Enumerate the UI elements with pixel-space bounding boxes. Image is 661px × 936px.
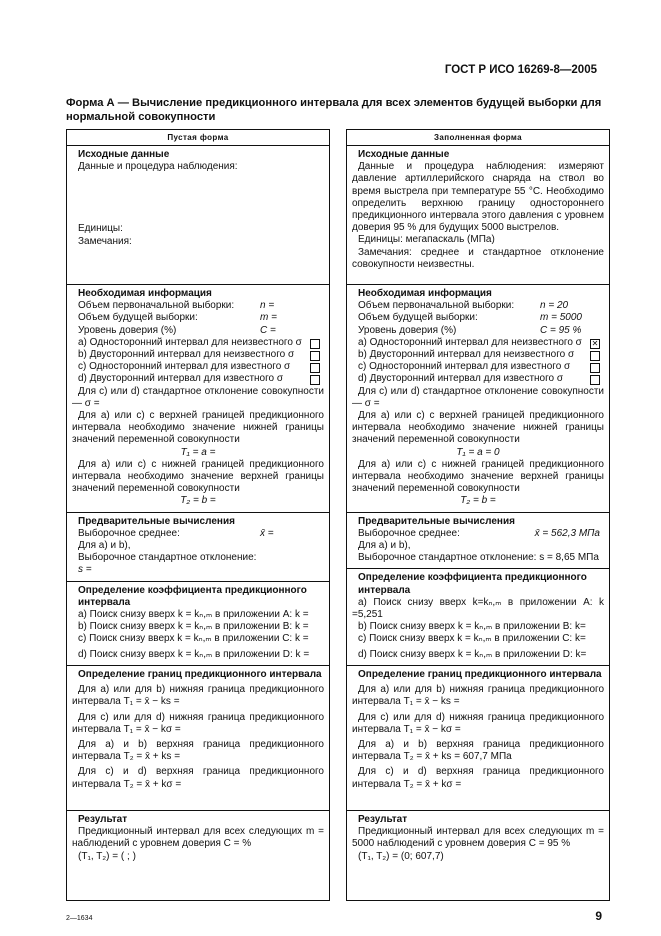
formula-line: T₂ = b =	[180, 495, 216, 507]
field-row	[72, 312, 324, 324]
field-label: Объем первоначальной выборки:	[78, 300, 235, 312]
text-line: Предикционный интервал для всех следующих m = 5000 наблюдений с уровнем доверия C = 95 %	[352, 826, 604, 850]
text-line: c) Поиск снизу вверх k = kₙ,ₘ в приложении C: k =	[78, 633, 309, 645]
section-title: Определение границ предикционного интервала	[78, 668, 322, 680]
option-label: a) Односторонний интервал для неизвестного σ	[78, 336, 302, 348]
text-line: Для a) и b) верхняя граница предикционного интервала T₂ = x̄ + ks = 607,7 МПа	[352, 738, 604, 763]
text-line: Замечания: среднее и стандартное отклонение совокупности неизвестны.	[352, 246, 604, 270]
option-row	[72, 373, 324, 385]
form-section	[67, 146, 329, 285]
option-label: b) Двусторонний интервал для неизвестного σ	[358, 349, 575, 361]
text-line: Единицы:	[78, 223, 123, 235]
page-number: 9	[595, 908, 602, 923]
formula-line: T₁ = a = 0	[456, 446, 500, 458]
text-line: Для c) и d) верхняя граница предикционного интервала T₂ = x̄ + kσ =	[352, 766, 604, 790]
form-section	[347, 285, 609, 513]
option-row	[72, 361, 324, 373]
field-value: m =	[260, 312, 277, 324]
text-line: a) Поиск снизу вверх k=kₙ,ₘ в приложении A: k =5,251	[352, 596, 604, 621]
section-title: Результат	[358, 813, 408, 825]
field-row	[72, 528, 324, 540]
checkbox[interactable]	[310, 363, 320, 373]
section-title: Предварительные вычисления	[358, 515, 515, 527]
form-section	[347, 811, 609, 900]
field-value: x̄ = 562,3 МПа	[534, 527, 600, 539]
option-label: a) Односторонний интервал для неизвестного σ	[358, 336, 582, 348]
field-label: Выборочное среднее:	[78, 527, 180, 539]
text-line: b) Поиск снизу вверх k = kₙ,ₘ в приложении B: k =	[78, 621, 309, 633]
print-code: 2—1634	[66, 914, 93, 922]
text-line: Для a) или c) с верхней границей предикционного интервала необходимо значение нижней границы значений переменной совокупности	[352, 410, 604, 446]
field-label: Объем будущей выборки:	[358, 312, 478, 324]
form-section	[67, 513, 329, 582]
section-title: Определение коэффициента предикционного интервала	[358, 572, 587, 596]
form-section	[67, 285, 329, 513]
text-line: Для c) или d) стандартное отклонение совокупности — σ =	[352, 385, 604, 409]
blank-space	[72, 173, 324, 223]
section-title: Исходные данные	[78, 149, 170, 160]
form-section	[347, 569, 609, 665]
text-line: Данные и процедура наблюдения: измеряют давление артиллерийского снаряда на ствол во время выстрела при температуре 55 °C. Необходимо определить верхнюю границу одностороннего предикционного интервала этого давления с уровнем доверия 95 % для будущих 5000 выстрелов.	[352, 161, 604, 234]
field-label: Объем будущей выборки:	[78, 312, 198, 324]
field-value: s =	[78, 564, 92, 576]
field-row	[72, 325, 324, 337]
page-footer	[66, 909, 610, 923]
text-line: Для a) или c) с нижней границей предикционного интервала необходимо значение верхней границы значений переменной совокупности	[72, 458, 324, 495]
option-label: c) Односторонний интервал для известного σ	[78, 361, 291, 373]
text-line: Единицы: мегапаскаль (МПа)	[358, 234, 495, 246]
text-line: Выборочное стандартное отклонение: s = 8,65 МПа	[358, 552, 599, 564]
text-line: Для a) или для b) нижняя граница предикционного интервала T₁ = x̄ − ks =	[352, 684, 604, 708]
text-line: d) Поиск снизу вверх k = kₙ,ₘ в приложении D: k =	[78, 648, 310, 660]
form-section	[67, 811, 329, 900]
option-row	[72, 337, 324, 349]
field-value: m = 5000	[540, 312, 582, 324]
section-title: Предварительные вычисления	[78, 515, 235, 527]
checkbox[interactable]	[310, 339, 320, 349]
text-line: (T₁, T₂) = ( ; )	[78, 850, 136, 862]
text-line: Для c) или для d) нижняя граница предикционного интервала T₁ = x̄ − kσ =	[72, 711, 324, 735]
text-line: Для a) или c) с нижней границей предикционного интервала необходимо значение верхней границы значений переменной совокупности	[352, 458, 604, 495]
form-section	[347, 513, 609, 570]
checkbox[interactable]	[590, 363, 600, 373]
checkbox[interactable]	[590, 375, 600, 385]
option-label: d) Двусторонний интервал для известного σ	[78, 373, 284, 385]
text-line: Замечания:	[78, 235, 132, 247]
text-line: a) Поиск снизу вверх k = kₙ,ₘ в приложении A: k =	[78, 609, 309, 621]
section-title: Определение границ предикционного интервала	[358, 668, 602, 680]
checkbox[interactable]	[310, 351, 320, 361]
section-title: Определение коэффициента предикционного интервала	[78, 584, 307, 608]
option-row	[352, 337, 604, 349]
field-value: C =	[260, 324, 276, 336]
option-row	[352, 361, 604, 373]
section-title: Необходимая информация	[358, 288, 492, 299]
text-line: Для c) или d) стандартное отклонение совокупности — σ =	[72, 385, 324, 409]
text-line: d) Поиск снизу вверх k = kₙ,ₘ в приложении D: k=	[358, 648, 587, 660]
text-line: Для a) и b) верхняя граница предикционного интервала T₂ = x̄ + ks =	[72, 738, 324, 763]
field-label: Выборочное среднее:	[358, 527, 460, 539]
formula-line: T₁ = a =	[180, 446, 216, 458]
text-line: (T₁, T₂) = (0; 607,7)	[358, 850, 444, 862]
field-label: Уровень доверия (%)	[358, 324, 457, 336]
text-line: b) Поиск снизу вверх k = kₙ,ₘ в приложении B: k=	[358, 621, 586, 633]
field-row	[352, 312, 604, 324]
checkbox[interactable]: ✕	[591, 338, 599, 348]
field-value: n = 20	[540, 300, 569, 312]
filled-form-column	[346, 129, 610, 901]
form-section	[347, 146, 609, 285]
option-label: d) Двусторонний интервал для известного σ	[358, 373, 564, 385]
field-row	[72, 300, 324, 312]
checkbox[interactable]	[310, 375, 320, 385]
field-label: Объем первоначальной выборки:	[358, 300, 515, 312]
column-heading: Пустая форма	[67, 130, 329, 146]
option-label: c) Односторонний интервал для известного σ	[358, 361, 571, 373]
field-row	[72, 552, 324, 576]
form-columns	[66, 129, 610, 901]
field-label: Уровень доверия (%)	[78, 324, 177, 336]
option-label: b) Двусторонний интервал для неизвестного σ	[78, 349, 295, 361]
text-line: Для c) или для d) нижняя граница предикционного интервала T₁ = x̄ − kσ =	[352, 711, 604, 735]
form-title: Форма А — Вычисление предикционного интервала для всех элементов будущей выборки для нормальной совокупности	[66, 97, 602, 123]
checkbox[interactable]	[590, 351, 600, 361]
field-value: C = 95 %	[540, 324, 582, 336]
field-row	[352, 528, 604, 540]
field-value: x̄ =	[260, 527, 274, 539]
text-line: Для c) и d) верхняя граница предикционного интервала T₂ = x̄ + kσ =	[72, 766, 324, 790]
text-line: c) Поиск снизу вверх k = kₙ,ₘ в приложении C: k=	[358, 633, 586, 645]
field-row	[352, 325, 604, 337]
section-title: Необходимая информация	[78, 288, 212, 299]
field-value: n =	[260, 300, 275, 312]
text-line: Данные и процедура наблюдения:	[78, 161, 238, 173]
text-line: Для a) или для b) нижняя граница предикционного интервала T₁ = x̄ − ks =	[72, 684, 324, 708]
option-row	[352, 349, 604, 361]
text-line: Предикционный интервал для всех следующих m = наблюдений с уровнем доверия C = %	[72, 826, 324, 850]
field-label: Выборочное стандартное отклонение:	[78, 552, 257, 564]
text-line: Для a) и b),	[358, 540, 411, 552]
standard-number: ГОСТ Р ИСО 16269-8—2005	[444, 64, 597, 76]
field-row	[352, 300, 604, 312]
formula-line: T₂ = b =	[460, 495, 496, 507]
section-title: Результат	[78, 813, 128, 825]
text-line: Для a) и b),	[78, 540, 131, 552]
option-row	[72, 349, 324, 361]
option-row	[352, 373, 604, 385]
form-area	[66, 129, 610, 923]
blank-form-column	[66, 129, 330, 901]
form-section	[67, 666, 329, 811]
form-section	[347, 666, 609, 811]
column-heading: Заполненная форма	[347, 130, 609, 146]
section-title: Исходные данные	[358, 149, 450, 160]
form-section	[67, 582, 329, 666]
text-line: Для a) или c) с верхней границей предикционного интервала необходимо значение нижней границы значений переменной совокупности	[72, 410, 324, 446]
